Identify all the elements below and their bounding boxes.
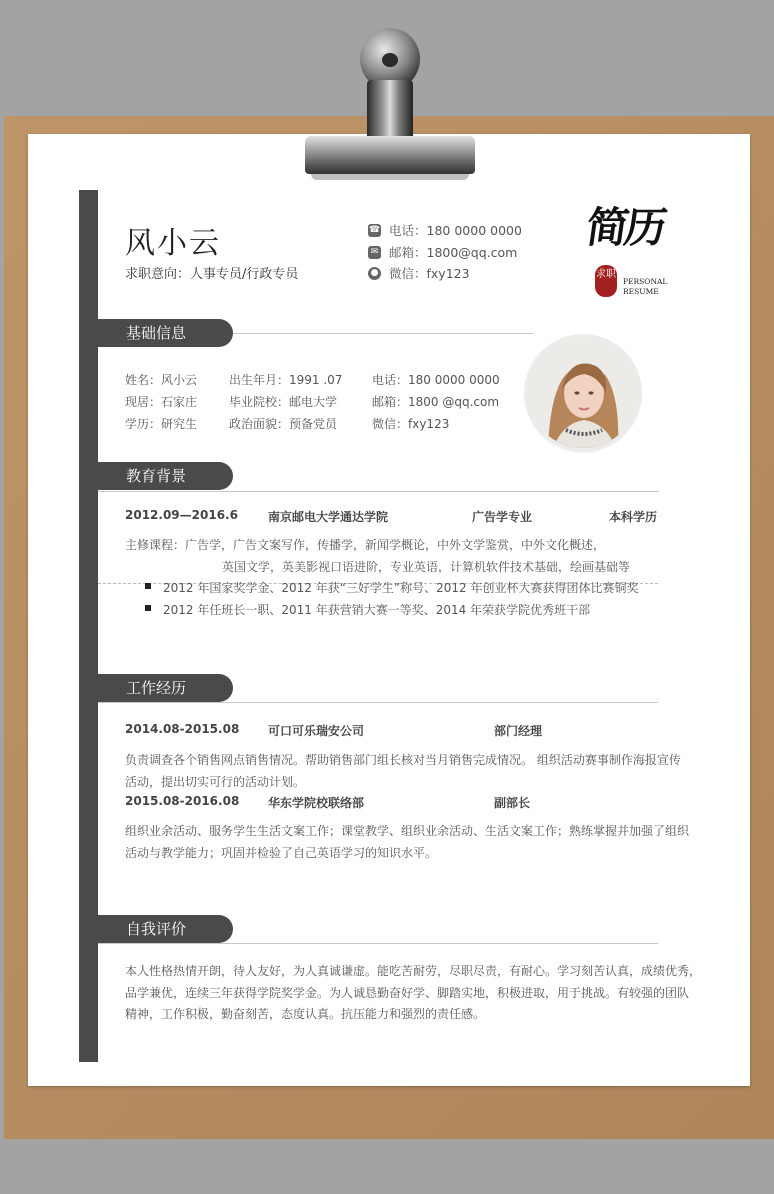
resume-title-en-2: RESUME <box>623 287 659 296</box>
field-name: 姓名：风小云 <box>125 373 198 387</box>
job1-role: 部门经理 <box>494 724 543 738</box>
edu-degree: 本科学历 <box>609 510 658 524</box>
field-phone: 电话：180 0000 0000 <box>372 373 500 387</box>
job2-role: 副部长 <box>494 796 531 810</box>
section-self-title: 自我评价 <box>98 915 233 943</box>
applicant-name: 风小云 <box>125 226 221 261</box>
section-education-title: 教育背景 <box>98 462 233 490</box>
field-education: 学历：研究生 <box>125 417 198 431</box>
section-basic-title: 基础信息 <box>98 319 233 347</box>
edu-courses-line1: 主修课程：广告学，广告文案写作，传播学，新闻学概论，中外文学鉴赏，中外文化概述， <box>125 538 606 552</box>
edu-major: 广告学专业 <box>472 510 533 524</box>
field-school: 毕业院校：邮电大学 <box>229 395 338 409</box>
job-intent: 求职意向：人事专员/行政专员 <box>125 267 299 282</box>
profile-photo <box>528 338 638 448</box>
header-email-text: 邮箱：1800@qq.com <box>389 245 518 260</box>
resume-title-en-1: PERSONAL <box>623 277 668 286</box>
left-accent-bar <box>79 190 98 1062</box>
wechat-icon: ● <box>368 267 381 280</box>
header-phone <box>368 221 522 239</box>
job1-period: 2014.08-2015.08 <box>125 722 240 736</box>
field-wechat: 微信：fxy123 <box>372 417 450 431</box>
self-line-1: 本人性格热情开朗，待人友好，为人真诚谦虚。能吃苦耐劳，尽职尽责，有耐心。学习刻苦认真，成绩优秀， <box>125 964 702 978</box>
section-work-rule <box>98 702 658 703</box>
award-bullet-1 <box>145 583 151 589</box>
award-bullet-2 <box>145 605 151 611</box>
section-self-rule <box>98 943 658 944</box>
edu-courses-line2: 英国文学，英美影视口语进阶，专业英语，计算机软件技术基础，绘画基础等 <box>222 560 631 574</box>
self-line-3: 精神，工作积极，勤奋刻苦，态度认真。抗压能力和强烈的责任感。 <box>125 1007 486 1021</box>
job2-period: 2015.08-2016.08 <box>125 794 240 808</box>
header-wechat-text: 微信：fxy123 <box>389 266 470 281</box>
self-line-2: 品学兼优，连续三年获得学院奖学金。为人诚恳勤奋好学、脚踏实地，积极进取，用于挑战。有较强的团队 <box>125 986 690 1000</box>
job1-company: 可口可乐瑞安公司 <box>268 724 365 738</box>
header-email <box>368 243 517 261</box>
edu-school: 南京邮电大学通达学院 <box>268 510 389 524</box>
portrait-illustration <box>528 338 638 448</box>
phone-icon: ☎ <box>368 224 381 235</box>
clip-base <box>305 136 475 174</box>
field-political: 政治面貌：预备党员 <box>229 417 338 431</box>
field-residence: 现居：石家庄 <box>125 395 198 409</box>
section-basic-rule <box>233 333 533 334</box>
field-birth: 出生年月：1991 .07 <box>229 373 343 387</box>
seal-stamp: 求职 <box>595 265 617 297</box>
section-work-title: 工作经历 <box>98 674 233 702</box>
resume-title-cn: 简历 <box>583 203 667 252</box>
job1-desc-line2: 活动，提出切实可行的活动计划。 <box>125 775 306 789</box>
field-email: 邮箱：1800 @qq.com <box>372 395 500 409</box>
job1-desc-line1: 负责调查各个销售网点销售情况。帮助销售部门组长核对当月销售完成情况。 组织活动赛事制作海报宣传 <box>125 753 681 767</box>
header-wechat <box>368 264 470 282</box>
binder-clip <box>305 28 475 178</box>
edu-award-2: 2012 年任班长一职、2011 年获营销大赛一等奖、2014 年荣获学院优秀班干部 <box>163 603 591 617</box>
job2-company: 华东学院校联络部 <box>268 796 365 810</box>
job2-desc-line1: 组织业余活动、服务学生生活文案工作；课堂教学、组织业余活动、生活文案工作；熟练掌握并加强了组织 <box>125 824 690 838</box>
resume-title-en <box>623 277 667 297</box>
edu-period: 2012.09—2016.6 <box>125 508 238 522</box>
edu-award-1: 2012 年国家奖学金、2012 年获“三好学生”称号、2012 年创业杯大赛获得团体比赛铜奖 <box>163 581 639 595</box>
mail-icon: ✉ <box>368 246 381 259</box>
header-phone-text: 电话：180 0000 0000 <box>389 223 522 238</box>
resume-title-art <box>585 195 680 305</box>
section-education-rule <box>98 491 658 492</box>
job2-desc-line2: 活动与教学能力；巩固并检验了自己英语学习的知识水平。 <box>125 846 438 860</box>
